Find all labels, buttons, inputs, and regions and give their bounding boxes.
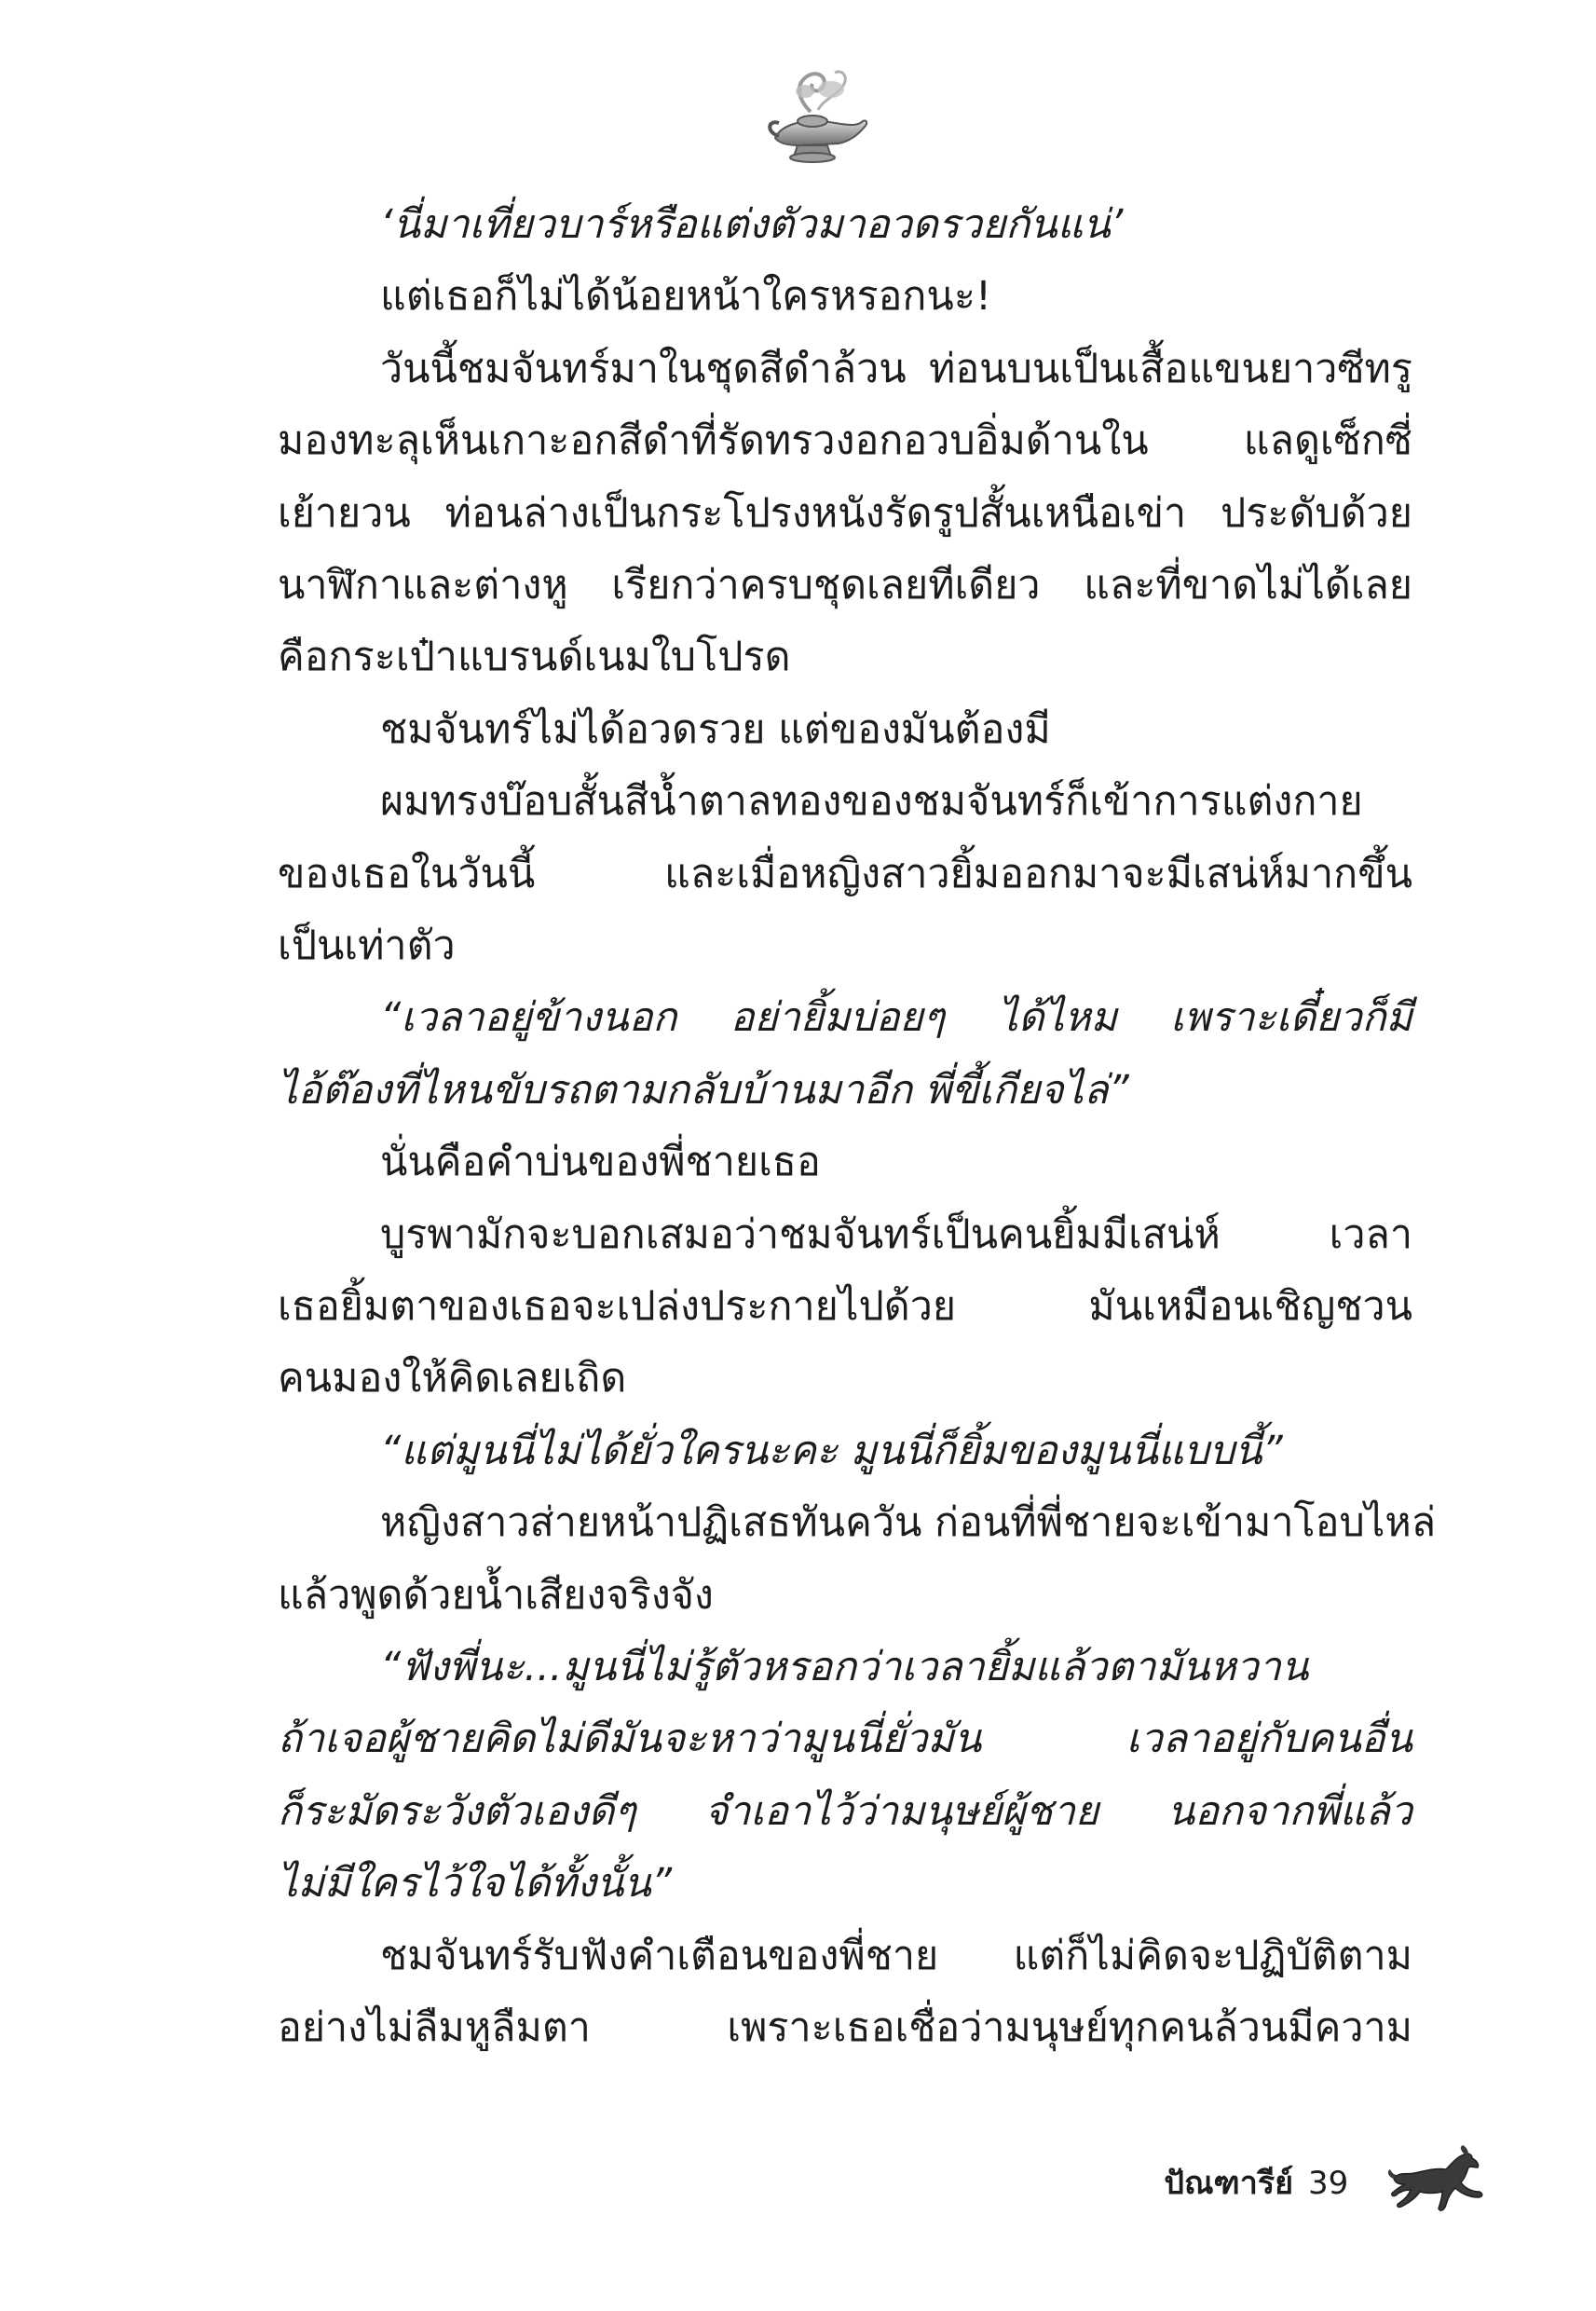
text-line: ชมจันทร์รับฟังคำเตือนของพี่ชาย แต่ก็ไม่คิดจะปฏิบัติตาม: [380, 1932, 1412, 1979]
text-line: นาฬิกาและต่างหู เรียกว่าครบชุดเลยทีเดียว และที่ขาดไม่ได้เลย: [278, 562, 1412, 609]
text-line: หญิงสาวส่ายหน้าปฏิเสธทันควัน ก่อนที่พี่ชายจะเข้ามาโอบไหล่: [380, 1499, 1437, 1547]
text-line: “แต่มูนนี่ไม่ได้ยั่วใครนะคะ มูนนี่ก็ยิ้มของมูนนี่แบบนี้”: [380, 1427, 1283, 1474]
text-line: นั่นคือคำบ่นของพี่ชายเธอ: [380, 1139, 821, 1186]
text-line: คือกระเป๋าแบรนด์เนมใบโปรด: [278, 634, 791, 681]
text-line: ถ้าเจอผู้ชายคิดไม่ดีมันจะหาว่ามูนนี่ยั่วมัน เวลาอยู่กับคนอื่น: [278, 1716, 1412, 1763]
text-line: ‘นี่มาเที่ยวบาร์หรือแต่งตัวมาอวดรวยกันแน่’: [380, 201, 1124, 248]
text-line: บูรพามักจะบอกเสมอว่าชมจันทร์เป็นคนยิ้มมีเสน่ห์ เวลา: [380, 1210, 1412, 1258]
text-line: เป็นเท่าตัว: [278, 923, 456, 969]
text-line: แต่เธอก็ไม่ได้น้อยหน้าใครหรอกนะ!: [380, 273, 992, 321]
teapot-lamp-ornament-icon: [762, 63, 874, 173]
text-line: ก็ระมัดระวังตัวเองดีๆ จำเอาไว้ว่ามนุษย์ผู้ชาย นอกจากพี่แล้ว: [278, 1787, 1412, 1835]
text-line: เธอยิ้มตาของเธอจะเปล่งประกายไปด้วย มันเหมือนเชิญชวน: [278, 1283, 1412, 1330]
text-line: ไม่มีใครไว้ใจได้ทั้งนั้น”: [278, 1860, 673, 1908]
text-line: ของเธอในวันนี้ และเมื่อหญิงสาวยิ้มออกมาจะมีเสน่ห์มากขึ้น: [278, 850, 1412, 897]
text-line: ผมทรงบ๊อบสั้นสีน้ำตาลทองของชมจันทร์ก็เข้าการแต่งกาย: [380, 778, 1363, 826]
text-line: อย่างไม่ลืมหูลืมตา เพราะเธอเชื่อว่ามนุษย์ทุกคนล้วนมีความ: [278, 2004, 1412, 2051]
text-line: “เวลาอยู่ข้างนอก อย่ายิ้มบ่อยๆ ได้ไหม เพราะเดี๋ยวก็มี: [380, 994, 1412, 1042]
text-line: แล้วพูดด้วยน้ำเสียงจริงจัง: [278, 1571, 714, 1619]
text-line: ชมจันทร์ไม่ได้อวดรวย แต่ของมันต้องมี: [380, 705, 1051, 753]
text-line: มองทะลุเห็นเกาะอกสีดำที่รัดทรวงอกอวบอิ่มด้านใน แลดูเซ็กซี่: [278, 417, 1412, 465]
text-line: วันนี้ชมจันทร์มาในชุดสีดำล้วน ท่อนบนเป็นเสื้อแขนยาวซีทรู: [380, 345, 1412, 392]
text-line: “ฟังพี่นะ...มูนนี่ไม่รู้ตัวหรอกว่าเวลายิ้มแล้วตามันหวาน: [380, 1644, 1309, 1690]
text-line: คนมองให้คิดเลยเถิด: [278, 1355, 627, 1402]
text-line: เย้ายวน ท่อนล่างเป็นกระโปรงหนังรัดรูปสั้นเหนือเข่า ประดับด้วย: [278, 489, 1412, 537]
page-number: 39: [1308, 2165, 1349, 2202]
text-line: ไอ้ต๊องที่ไหนขับรถตามกลับบ้านมาอีก พี่ขี้เกียจไล่”: [278, 1066, 1129, 1114]
author-name: ปัณฑารีย์: [1164, 2165, 1293, 2202]
running-horse-icon: [1386, 2143, 1489, 2218]
